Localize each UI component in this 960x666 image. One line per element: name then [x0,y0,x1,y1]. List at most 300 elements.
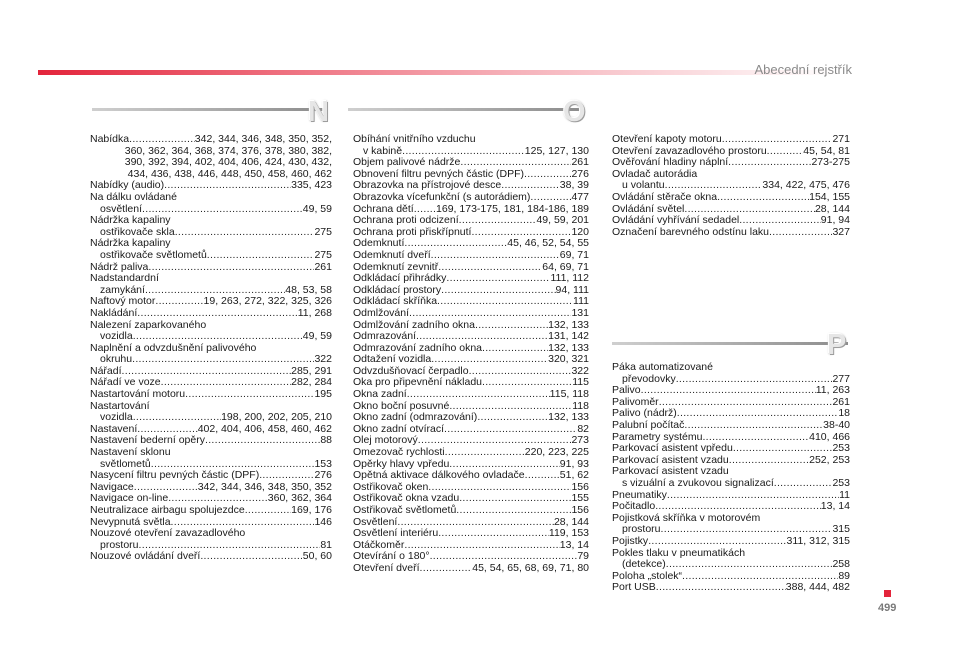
index-term: Nouzové ovládání dveří [90,550,201,563]
index-page-refs: 125, 127, 130 [524,144,589,157]
index-entry-line [612,559,850,571]
index-entry-line [612,385,850,397]
index-page-refs: 342, 344, 346, 348, 350, 352 [197,480,332,493]
index-term: Otáčkoměr [353,538,405,551]
dot-leader [430,551,578,563]
index-page-refs: 132, 133 [548,318,589,331]
index-entry [90,134,332,180]
index-entry [612,215,850,227]
index-term: Nakládání [90,306,138,319]
index-page-refs: 88 [320,434,332,447]
index-term: Pojistky [612,534,649,547]
index-page-refs: 282, 284 [291,376,332,389]
index-entry [612,169,850,192]
index-term: Označení barevného odstínu laku [612,225,770,238]
index-term: Okno zadní (odmrazování) [353,411,478,424]
index-entry-heading: Nádržka kapaliny [90,214,171,227]
index-page-refs-continued: 434, 436, 438, 446, 448, 450, 458, 460, 462 [127,167,332,180]
index-page-refs: 322 [314,353,332,366]
index-page-refs: 11 [839,488,850,501]
dot-leader [137,308,297,320]
index-term: Palivo (nádrž) [612,407,677,420]
index-page-refs: 360, 362, 364 [267,492,332,505]
dot-leader [459,215,537,227]
index-page-refs: 51, 62 [559,469,589,482]
index-page-refs: 153 [314,457,332,470]
index-entry-line [90,250,332,262]
index-term: Nastavení bederní opěry [90,434,205,447]
index-page-refs: 132, 133 [548,411,589,424]
index-entry [612,548,850,571]
index-term: okruhu [100,353,133,366]
index-entry-heading: Parkovací asistent vzadu [612,465,729,478]
index-term: Osvětlení [353,515,398,528]
index-term: Parkovací asistent vzadu [612,453,729,466]
index-term: Nářadí [90,364,122,377]
index-term: vozidla [100,411,133,424]
dot-leader [684,420,823,432]
index-entry-line [612,536,850,548]
index-page-refs: 120 [571,225,589,238]
dot-leader [205,435,320,447]
index-page-refs: 146 [314,515,332,528]
dot-leader [134,482,198,494]
index-entry-heading: Ovladač autorádia [612,167,698,180]
index-page-refs: 258 [832,558,850,571]
dot-leader [666,559,833,571]
index-page-refs: 19, 263, 272, 322, 325, 326 [203,295,332,308]
dot-leader [133,412,221,424]
dot-leader [155,296,203,308]
index-term: Odemknutí dveří [353,248,431,261]
dot-leader [656,582,786,594]
index-term: s vizuální a zvukovou signalizací [622,476,774,489]
dot-leader [416,331,548,343]
index-term: Naftový motor [90,295,156,308]
index-term: Odmlžování zadního okna [353,318,475,331]
index-page-refs: 315 [832,523,850,536]
index-page-refs: 261 [571,156,589,169]
index-term: Odkládací přihrádky [353,272,447,285]
index-entry [90,273,332,296]
index-page-refs: 169, 176 [291,504,332,516]
index-entry [612,501,850,513]
index-page-refs: 49, 59, 201 [536,214,589,227]
index-entry [90,238,332,261]
index-term: u volantu [622,179,665,192]
index-entry-line [353,505,589,517]
index-page-refs: 276 [314,469,332,482]
index-term: Obnovení filtru pevných částic (DPF) [353,167,524,180]
index-entry [90,343,332,366]
index-term: Nastartování motoru [90,388,186,401]
index-entry-line [612,374,850,386]
index-page-refs: 49, 59 [302,202,332,215]
dot-leader [525,470,560,482]
index-page-refs: 388, 444, 482 [785,581,850,594]
dot-leader [142,204,303,216]
index-page-refs: 13, 14 [820,500,850,513]
index-page-refs: 273-275 [811,156,850,169]
index-column-n [90,134,332,563]
index-page-refs: 38, 39 [559,179,589,192]
index-page-refs: 335, 423 [291,179,332,192]
index-term: Okno boční posuvné [353,399,450,412]
dot-leader [122,366,292,378]
index-term: Nevypnutá světla [90,515,171,528]
index-entry-heading: Obíhání vnitřního vzduchu [353,133,476,145]
index-page-refs: 81 [320,538,332,551]
dot-leader [739,215,821,227]
dot-leader [171,517,315,529]
dot-leader [717,192,809,204]
index-term: Omezovač rychlosti [353,446,445,459]
index-page-refs: 89 [838,569,850,582]
index-term: Odmrazování zadního okna [353,341,482,354]
index-entry [90,308,332,320]
index-page-refs: 277 [832,372,850,385]
index-entry [612,536,850,548]
dot-leader [641,385,816,397]
dot-leader [185,389,314,401]
dot-leader [418,435,572,447]
index-term: Ostřikovač světlometů [353,504,457,516]
section-n-letter: N [308,96,329,128]
dot-leader [733,443,833,455]
index-term: Počitadlo [612,500,656,513]
dot-leader [431,250,560,262]
index-page-refs: 322 [571,364,589,377]
dot-leader [459,493,571,505]
index-page-refs: 11, 263 [815,384,850,397]
index-term: Objem palivové nádrže [353,156,461,169]
dot-leader [445,447,525,459]
index-term: Nářadí ve voze [90,376,161,389]
index-term: Olej motorový [353,434,418,447]
index-entry [612,362,850,385]
index-entry [353,563,589,575]
index-page-refs: 198, 200, 202, 205, 210 [221,411,332,424]
index-term: Palubní počítač [612,418,685,431]
index-term: Ovládání světel [612,202,685,215]
index-term: Ostřikovač okna vzadu [353,492,460,505]
index-page-refs: 115 [572,376,589,389]
index-page-refs: 220, 223, 225 [524,446,589,459]
index-page-refs: 410, 466 [809,430,850,443]
index-term: Odvzdušňovací čerpadlo [353,364,469,377]
index-entry-line [90,308,332,320]
index-page-refs: 13, 14 [559,538,589,551]
index-page-refs: 82 [577,422,589,435]
index-page-refs: 477 [571,190,589,203]
index-entry [353,250,589,262]
dot-leader [404,540,559,552]
index-term: Odmlžování [353,306,410,319]
index-entry [353,505,589,517]
dot-leader [161,377,292,389]
index-page-refs: 118 [572,399,589,412]
index-entry [90,505,332,517]
index-term: Ovládání stěrače okna [612,190,718,203]
dot-leader [151,459,315,471]
dot-leader [449,459,560,471]
index-entry [612,134,850,146]
index-entry [90,320,332,343]
index-entry-line [353,273,589,285]
dot-leader [774,478,833,490]
index-entry [353,134,589,157]
index-term: Pneumatiky [612,488,667,501]
dot-leader [397,517,554,529]
index-term: Otevření zavazadlového prostoru [612,144,767,157]
index-page-refs: 169, 173-175, 181, 184-186, 189 [436,202,589,215]
index-entry [90,528,332,551]
index-term: zamykání [100,283,145,296]
index-entry [612,443,850,455]
index-page-refs: 38-40 [823,418,850,431]
index-page-refs: 132, 133 [548,341,589,354]
dot-leader [769,227,832,239]
index-entry [90,192,332,215]
index-page-refs: 334, 422, 475, 476 [762,179,850,192]
index-page-refs: 111 [573,295,589,308]
index-term: prostoru [100,538,139,551]
index-entry-line [612,501,850,513]
dot-leader [407,389,550,401]
index-page-refs: 45, 46, 52, 54, 55 [507,237,589,250]
index-page-refs: 64, 69, 71 [542,260,589,273]
index-page-refs: 273 [571,434,589,447]
index-term: Odkládací skříňka [353,295,438,308]
index-entry-line [612,134,850,146]
page-marker-square [884,590,891,597]
dot-leader [469,366,572,378]
index-page-refs: 311, 312, 315 [786,534,850,547]
dot-leader [460,157,571,169]
dot-leader [482,343,548,355]
index-entry [90,215,332,238]
index-term: Odkládací prostory [353,283,442,296]
dot-leader [438,262,542,274]
dot-leader [132,354,314,366]
dot-leader [145,285,285,297]
index-entry-line [90,354,332,366]
page-number: 499 [878,602,897,614]
index-page-refs: 402, 404, 406, 458, 460, 462 [197,422,332,435]
index-entry-line [90,505,332,517]
index-entry-line [612,227,850,239]
index-entry-heading: Nastavení sklonu [90,446,171,459]
index-column-p [612,362,850,594]
index-term: osvětlení [100,202,143,215]
index-term: Odemknutí [353,237,405,250]
dot-leader [702,432,809,444]
index-entry [353,192,589,204]
dot-leader [259,470,314,482]
dot-leader [682,571,838,583]
index-page-refs: 261 [314,260,332,273]
index-entry [612,192,850,204]
index-entry-line [612,478,850,490]
index-page-refs: 45, 54, 81 [803,144,850,157]
index-term: ostřikovače skla [100,225,175,238]
index-entry-heading: Nastartování [90,399,150,412]
index-page-refs: 91, 94 [820,214,850,227]
index-term: Poloha „stolek“ [612,569,683,582]
index-entry-line [612,192,850,204]
dot-leader [667,490,839,502]
dot-leader [475,320,548,332]
index-page-refs: 253 [832,476,850,489]
index-entry [90,401,332,424]
index-page-refs: 195 [314,388,332,401]
dot-leader [524,169,571,181]
page-header-title: Abecední rejstřík [754,62,852,77]
index-term: Parametry systému [612,430,703,443]
index-page-refs: 261 [832,395,850,408]
dot-leader [137,424,197,436]
dot-leader [728,157,811,169]
index-entry [353,308,589,320]
index-page-refs: 111, 112 [550,272,589,285]
dot-leader [175,227,315,239]
index-entry [353,273,589,285]
index-term: Ověřování hladiny náplní [612,156,729,169]
dot-leader [477,412,548,424]
dot-leader [501,180,560,192]
index-entry-line [353,331,589,343]
index-entry-line [90,551,332,563]
index-entry-heading: Nalezení zaparkovaného [90,318,207,331]
index-term: převodovky [622,372,676,385]
index-entry-line [612,443,850,455]
index-entry [353,331,589,343]
index-page-refs: 69, 71 [559,248,589,261]
dot-leader [404,238,507,250]
index-term: ostřikovače světlometů [100,248,207,261]
index-term: světlometů [100,457,151,470]
index-entry-line [353,215,589,227]
index-entry-line [353,563,589,575]
index-page-refs: 320, 321 [548,353,589,366]
index-term: Ovládání vyhřívání sedadel [612,214,740,227]
index-entry-heading: Pokles tlaku v pneumatikách [612,546,746,559]
index-term: Navigace [90,480,134,493]
index-term: Port USB [612,581,656,594]
dot-leader [767,146,804,158]
index-page-refs: 79 [577,550,589,563]
index-term: Obrazovka vícefunkční (s autorádiem) [353,190,531,203]
index-column-o [353,134,589,575]
index-page-refs: 252, 253 [809,453,850,466]
index-term: Okno zadní otvírací [353,422,445,435]
index-page-refs: 275 [314,225,332,238]
index-entry [612,513,850,536]
index-term: Opětná aktivace dálkového ovladače [353,469,525,482]
dot-leader [655,501,821,513]
index-entry-heading: Páka automatizované [612,361,713,373]
dot-leader [444,424,577,436]
index-page-refs: 45, 54, 65, 68, 69, 71, 80 [472,561,589,574]
index-entry [612,466,850,489]
index-term: Obrazovka na přístrojové desce [353,179,502,192]
section-n-divider [92,108,325,111]
dot-leader [446,273,550,285]
index-page-refs: 342, 344, 346, 348, 350, 352, [194,133,332,145]
dot-leader [200,551,302,563]
dot-leader [431,354,548,366]
index-term: Ochrana proti odcizení [353,214,459,227]
index-term: Ochrana dětí [353,202,414,215]
dot-leader [676,374,833,386]
index-page-refs: 18 [838,407,850,420]
dot-leader [441,285,555,297]
dot-leader [729,455,809,467]
dot-leader [449,401,572,413]
index-entry-line [612,420,850,432]
index-entry [90,389,332,401]
index-page-refs: 50, 60 [302,550,332,563]
index-term: Ochrana proti přiskřípnutí [353,225,472,238]
index-page-refs-continued: 360, 362, 364, 368, 374, 376, 378, 380, 382, [124,144,332,157]
index-term: Nádrž paliva [90,260,149,273]
index-term: Otevření dveří [353,561,420,574]
index-term: Oka pro připevnění nákladu [353,376,482,389]
section-o-divider [348,108,580,111]
dot-leader [659,397,833,409]
index-entry-line [353,192,589,204]
index-term: Navigace on-line [90,492,169,505]
dot-leader [409,308,571,320]
dot-leader [164,180,291,192]
dot-leader [648,536,786,548]
index-term: v kabině [363,144,403,157]
index-term: vozidla [100,330,133,343]
header-accent-line [38,70,840,75]
index-page-refs: 276 [571,167,589,180]
index-entry-line [353,389,589,401]
index-entry-heading: Naplnění a odvzdušnění palivového [90,341,257,354]
index-entry [353,215,589,227]
index-term: prostoru [622,523,661,536]
dot-leader [420,563,473,575]
index-term: Osvětlení interiéru [353,527,439,540]
index-page-refs: 285, 291 [291,364,332,377]
index-page-refs: 327 [832,225,850,238]
index-entry-heading: Nadstandardní [90,272,159,285]
index-term: Odtažení vozidla [353,353,432,366]
index-page-refs: 131, 142 [548,330,589,343]
index-page-refs: 94, 111 [555,283,589,296]
index-page-refs-continued: 390, 392, 394, 402, 404, 406, 424, 430, 432, [124,156,332,169]
dot-leader [684,204,815,216]
index-entry [612,227,850,239]
dot-leader [661,524,833,536]
index-term: (detekce) [622,558,666,571]
index-entry-line [353,447,589,459]
index-entry-line [90,134,332,146]
index-entry [612,385,850,397]
dot-leader [148,262,314,274]
index-term: Okna zadní [353,388,407,401]
dot-leader [428,482,571,494]
index-page-refs: 91, 93 [559,457,589,470]
index-entry-line [353,308,589,320]
index-entry [612,582,850,594]
dot-leader [139,540,321,552]
index-page-refs: 48, 53, 58 [285,283,332,296]
dot-leader [437,296,573,308]
